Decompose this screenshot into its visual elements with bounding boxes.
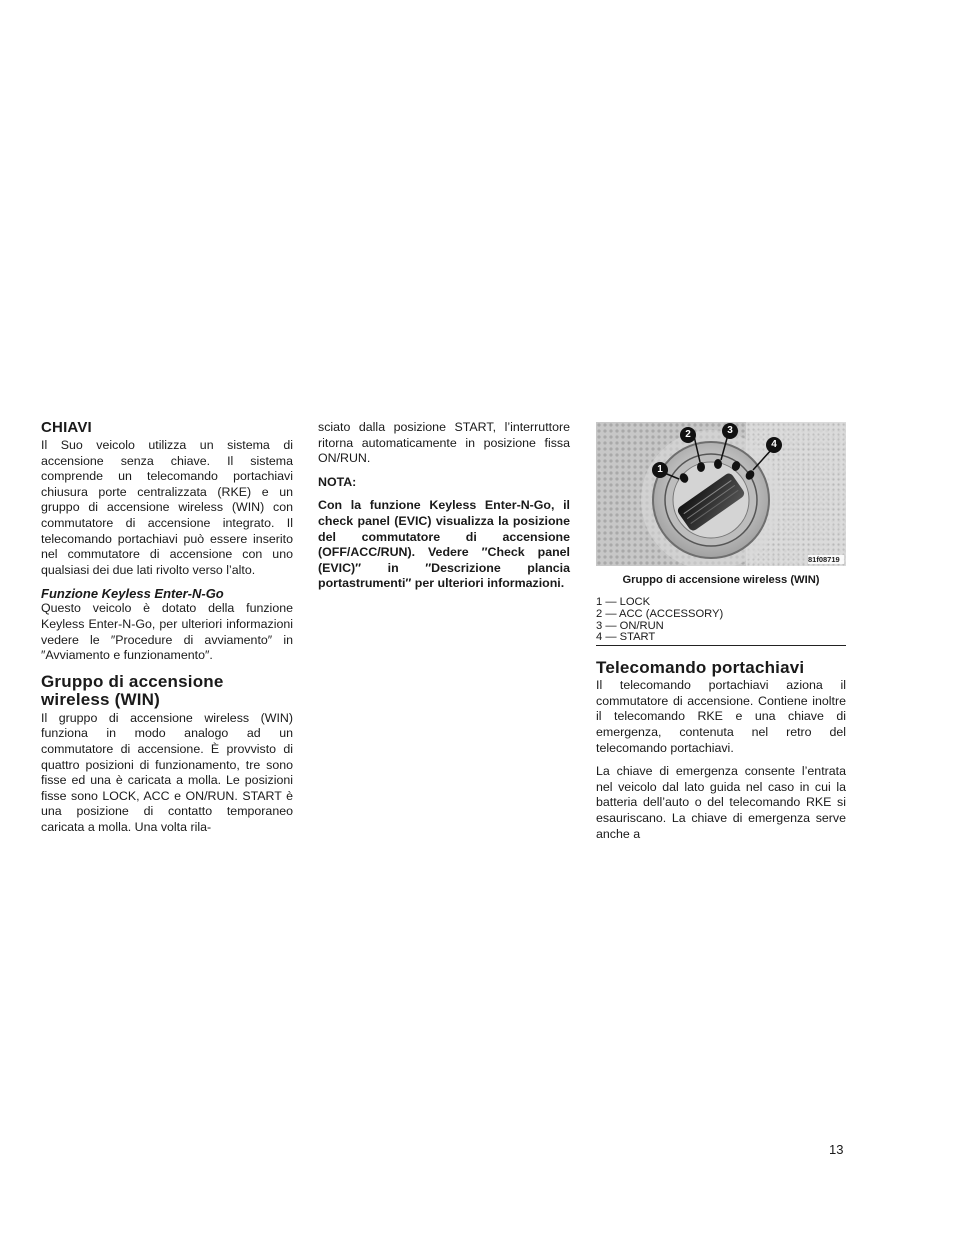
ignition-figure [596, 422, 846, 566]
column-left [41, 420, 293, 835]
note-paragraph: Con la funzione Keyless Enter-N-Go, il check panel (EVIC) visualizza la posizione del commutatore di accensione (OFF/ACC/RUN). Vedere ″Check panel (EVIC)″ in ″Descrizione plancia portastrumenti″ per ulteriori informazioni. [318, 498, 570, 591]
callout-4: 4 [766, 437, 782, 453]
callout-1: 1 [652, 462, 668, 478]
legend-divider [596, 645, 846, 646]
remote-paragraph-2: La chiave di emergenza consente l’entrata nel veicolo dal lato guida nel caso in cui la batteria dell’auto o del telecomando RKE si esauriscano. La chiave di emergenza serve anche a [596, 764, 846, 841]
legend-item: 2 — ACC (ACCESSORY) [596, 607, 724, 620]
note-label: NOTA: [318, 474, 357, 489]
chiavi-paragraph: Il Suo veicolo utilizza un sistema di accensione senza chiave. Il sistema comprende un telecomando portachiavi chiusura porte centralizzata (RKE) e un gruppo di accensione wireless (WIN) con commutatore di accensione integrato. Il telecomando portachiavi può essere inserito nel commutatore di accensione con uno qualsiasi dei due lati rivolto verso l’alto. [41, 438, 293, 577]
section-heading-win: Gruppo di accensione wireless (WIN) [41, 671, 224, 709]
ignition-switch-illustration [596, 422, 846, 566]
figure-code: 81f08719 [808, 555, 840, 564]
section-heading-telecomando: Telecomando portachiavi [596, 658, 805, 678]
legend-item: 4 — START [596, 631, 656, 644]
section-heading-chiavi: CHIAVI [41, 419, 92, 436]
remote-paragraph-1: Il telecomando portachiavi aziona il commutatore di accensione. Contiene inoltre il telecomando RKE e una chiave di emergenza, contenuta nel retro del telecomando portachiavi. [596, 678, 846, 755]
subheading-keyless: Funzione Keyless Enter-N-Go [41, 586, 224, 602]
page-number: 13 [829, 1142, 844, 1157]
column-right [596, 422, 846, 842]
figure-caption: Gruppo di accensione wireless (WIN) [622, 574, 820, 586]
callout-2: 2 [680, 427, 696, 443]
continued-paragraph: sciato dalla posizione START, l’interruttore ritorna automaticamente in posizione fissa ON/RUN. [318, 420, 570, 466]
legend-item: 3 — ON/RUN [596, 619, 664, 632]
column-middle [318, 420, 570, 592]
callout-3: 3 [722, 423, 738, 439]
figure-legend [596, 597, 846, 644]
legend-item: 1 — LOCK [596, 596, 651, 608]
win-paragraph: Il gruppo di accensione wireless (WIN) funziona in modo analogo ad un commutatore di accensione. È provvisto di quattro posizioni di funzionamento, tre sono fisse ed una è caricata a molla. Le posizioni fisse sono LOCK, ACC e ON/RUN. START è una posizione di contatto temporaneo caricata a molla. Una volta rila- [41, 710, 293, 834]
keyless-paragraph: Questo veicolo è dotato della funzione Keyless Enter-N-Go, per ulteriori informazioni vedere le ″Procedure di avviamento″ in ″Avviamento e funzionamento″. [41, 601, 293, 663]
